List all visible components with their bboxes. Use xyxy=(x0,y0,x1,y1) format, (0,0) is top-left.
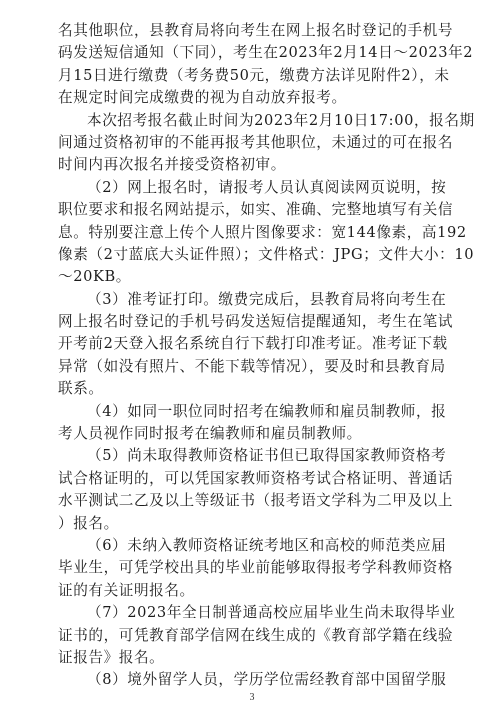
paragraph-first-line: （4）如同一职位同时招考在编教师和雇员制教师，报 xyxy=(87,402,447,420)
paragraph-first-line: （7）2023年全日制普通高校应届毕业生尚未取得毕业 xyxy=(87,604,456,622)
paragraph-line: 联系。 xyxy=(58,380,104,398)
paragraph-line: 名其他职位，县教育局将向考生在网上报名时登记的手机号 xyxy=(58,22,454,39)
paragraph-line: 在规定时间完成缴费的视为自动放弃报考。 xyxy=(58,89,347,107)
paragraph-line: 间通过资格初审的不能再报考其他职位，未通过的可在报名 xyxy=(58,133,454,151)
paragraph-line: 异常（如没有照片、不能下载等情况），要及时和县教育局 xyxy=(58,357,446,375)
paragraph-line: 证的有关证明报名。 xyxy=(58,581,195,599)
paragraph-first-line: 本次招考报名截止时间为2023年2月10日17:00，报名期 xyxy=(87,111,475,129)
paragraph-line: 毕业生，可凭学校出具的毕业前能够取得报考学科教师资格 xyxy=(58,559,454,577)
paragraph-line: 水平测试二乙及以上等级证书（报考语文学科为二甲及以上 xyxy=(58,492,454,510)
paragraph-line: 码发送短信通知（下同），考生在2023年2月14日～2023年2 xyxy=(58,44,474,62)
paragraph-first-line: （2）网上报名时，请报考人员认真阅读网页说明，按 xyxy=(87,178,447,196)
body-text xyxy=(58,20,475,692)
paragraph-line: 月15日进行缴费（考务费50元，缴费方法详见附件2），未 xyxy=(58,66,450,84)
paragraph-first-line: （5）尚未取得教师资格证书但已取得国家教师资格考 xyxy=(87,447,447,465)
paragraph-first-line: （6）未纳入教师资格证统考地区和高校的师范类应届 xyxy=(87,536,447,554)
paragraph-line: 时间内再次报名并接受资格初审。 xyxy=(58,156,286,174)
page-number: 3 xyxy=(249,692,255,703)
paragraph-line: 网上报名时登记的手机号码发送短信提醒通知，考生在笔试 xyxy=(58,313,454,331)
paragraph-line: 考人员视作同时报考在编教师和雇员制教师。 xyxy=(58,425,362,443)
paragraph-line: ～20KB。 xyxy=(58,268,131,286)
paragraph-line: 开考前2天登入报名系统自行下载打印准考证。准考证下载 xyxy=(58,335,448,353)
paragraph-line: 职位要求和报名网站提示，如实、准确、完整地填写有关信 xyxy=(58,201,454,219)
paragraph-line: 证书的，可凭教育部学信网在线生成的《教育部学籍在线验 xyxy=(58,626,454,644)
paragraph-line: ）报名。 xyxy=(58,514,119,532)
paragraph-line: 试合格证明的，可以凭国家教师资格考试合格证明、普通话 xyxy=(58,469,454,487)
paragraph-line: 证报告》报名。 xyxy=(58,648,165,666)
paragraph-first-line: （8）境外留学人员，学历学位需经教育部中国留学服 xyxy=(87,671,447,689)
paragraph-line: 息。特别要注意上传个人照片图像要求：宽144像素，高192 xyxy=(58,223,467,241)
paragraph-line: 像素（2寸蓝底大头证件照）；文件格式：JPG；文件大小：10 xyxy=(58,245,475,263)
paragraph-first-line: （3）准考证打印。缴费完成后，县教育局将向考生在 xyxy=(87,290,447,308)
